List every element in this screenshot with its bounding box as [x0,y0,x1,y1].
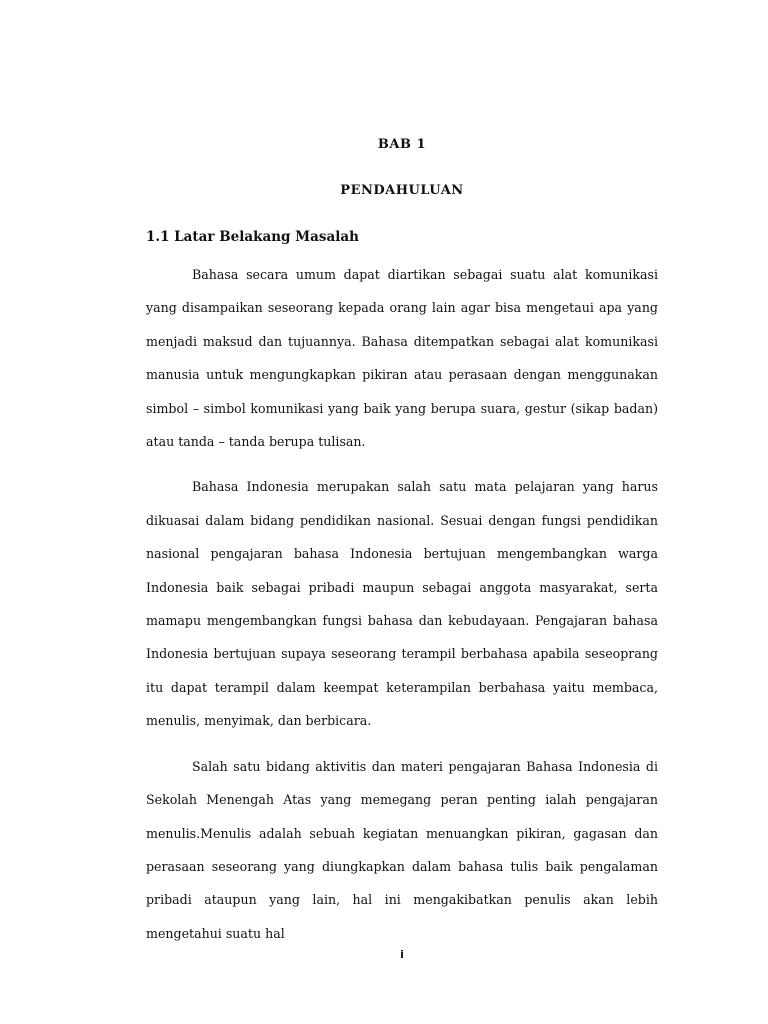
paragraph-2: Bahasa Indonesia merupakan salah satu mata pelajaran yang harus dikuasai dalam bidang pendidikan nasional. Sesuai dengan fungsi pendidikan nasional pengajaran bahasa Indonesia bertujuan mengembangkan warga Indonesia baik sebagai pribadi maupun sebagai anggota masyarakat, serta mamapu mengembangkan fungsi bahasa dan kebudayaan. Pengajaran bahasa Indonesia bertujuan supaya seseorang terampil berbahasa apabila seseoprang itu dapat terampil dalam keempat keterampilan berbahasa yaitu membaca, menulis, menyimak, dan berbicara. [146,479,658,729]
chapter-number: BAB 1 [377,137,427,152]
section-heading: 1.1 Latar Belakang Masalah [146,229,359,245]
paragraph-3: Salah satu bidang aktivitis dan materi pengajaran Bahasa Indonesia di Sekolah Menengah Atas yang memegang peran penting ialah pengajaran menulis.Menulis adalah sebuah kegiatan menuangkan pikiran, gagasan dan perasaan seseorang yang diungkapkan dalam bahasa tulis baik pengalaman pribadi ataupun yang lain, hal ini mengakibatkan penulis akan lebih mengetahui suatu hal [146,758,658,941]
paragraph-1: Bahasa secara umum dapat diartikan sebagai suatu alat komunikasi yang disampaikan seseorang kepada orang lain agar bisa mengetaui apa yang menjadi maksud dan tujuannya. Bahasa ditempatkan sebagai alat komunikasi manusia untuk mengungkapkan pikiran atau perasaan dengan menggunakan simbol – simbol komunikasi yang baik yang berupa suara, gestur (sikap badan) atau tanda – tanda berupa tulisan. [146,267,658,450]
page-number: i [400,948,404,961]
chapter-title: PENDAHULUAN [340,183,464,198]
body-text [146,258,658,962]
